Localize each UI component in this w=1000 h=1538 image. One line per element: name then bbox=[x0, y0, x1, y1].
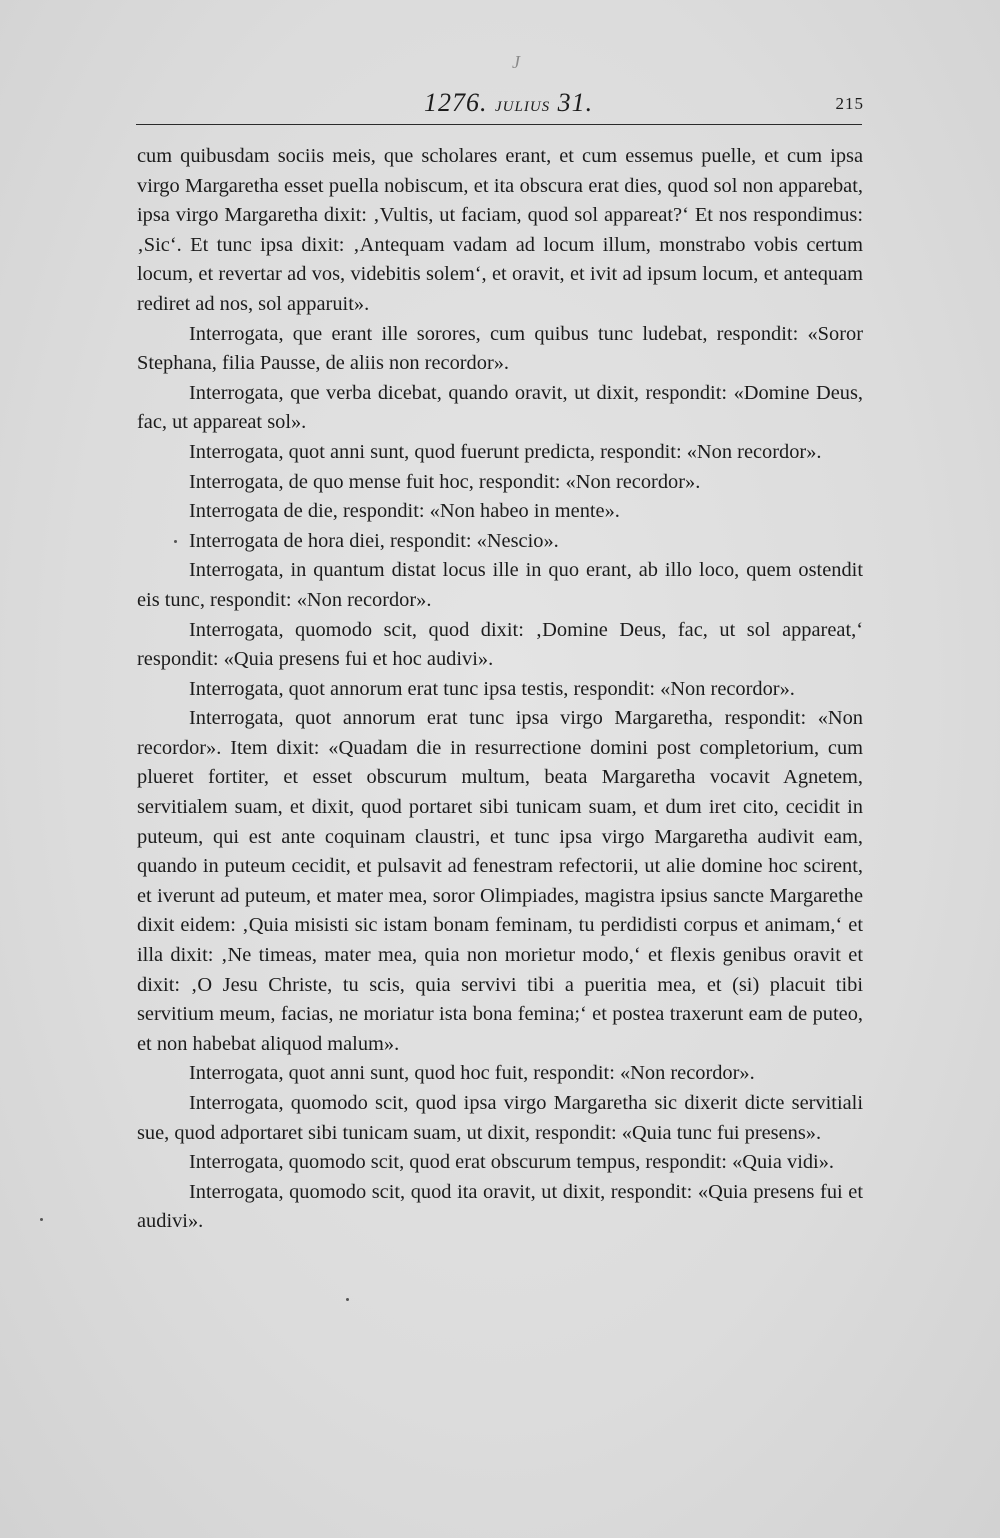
header-month: JULIUS bbox=[495, 99, 551, 115]
paragraph: Interrogata, in quantum distat locus ille in quo erant, ab illo loco, quem ostendit eis tunc, respondit: «Non recordor». bbox=[137, 559, 863, 611]
paragraph: Interrogata, que verba dicebat, quando oravit, ut dixit, respondit: «Domine Deus, fac, ut appareat sol». bbox=[137, 381, 863, 434]
paragraph-continued: cum quibusdam sociis meis, que scholares erant, et cum essemus puelle, et cum ipsa virgo Margaretha esset puella nobiscum, et ita obscura erat dies, quod sol non apparebat, ipsa virgo Margaretha dixit: ‚Vultis, ut faciam, quod sol appareat?‘ Et nos respondimus: ‚Sic‘. Et tunc ipsa dixit: ‚Antequam vadam ad locum illum, monstrabo vobis certum locum, et revertar ad vos, videbitis solem‘, et oravit, et ivit ad ipsum locum, et antequam rediret ad nos, sol apparuit». bbox=[137, 145, 863, 315]
paragraph: Interrogata, quot anni sunt, quod fuerunt predicta, respondit: «Non recordor». bbox=[189, 440, 822, 463]
paragraph: Interrogata de die, respondit: «Non habeo in mente». bbox=[189, 500, 620, 523]
speck bbox=[346, 1298, 349, 1301]
pencil-mark: J bbox=[512, 52, 520, 72]
header-date bbox=[424, 88, 593, 118]
paragraph: Interrogata de hora diei, respondit: «Nescio». bbox=[189, 529, 559, 552]
page-number: 215 bbox=[835, 94, 864, 113]
paragraph: Interrogata, quot annorum erat tunc ipsa testis, respondit: «Non recordor». bbox=[189, 677, 795, 700]
paragraph: Interrogata, quot anni sunt, quod hoc fuit, respondit: «Non recordor». bbox=[189, 1062, 755, 1085]
paragraph: Interrogata, que erant ille sorores, cum quibus tunc ludebat, respondit: «Soror Stephana, filia Pausse, de aliis non recordor». bbox=[137, 322, 863, 375]
paragraph: Interrogata, quomodo scit, quod ipsa virgo Margaretha sic dixerit dicte servitiali sue, quod adportaret sibi tunicam suam, ut dixit, respondit: «Quia tunc fui presens». bbox=[137, 1092, 863, 1144]
body-text bbox=[137, 142, 863, 1237]
speck bbox=[40, 1218, 43, 1221]
speck bbox=[174, 540, 177, 543]
paragraph: Interrogata, quomodo scit, quod erat obscurum tempus, respondit: «Quia vidi». bbox=[189, 1151, 835, 1174]
header-day: 31. bbox=[557, 88, 594, 117]
paragraph: Interrogata, de quo mense fuit hoc, respondit: «Non recordor». bbox=[189, 470, 701, 493]
header-rule bbox=[136, 124, 862, 125]
header-year: 1276. bbox=[424, 88, 488, 117]
paragraph: Interrogata, quomodo scit, quod dixit: ‚Domine Deus, fac, ut sol appareat,‘ respondit: «Quia presens fui et hoc audivi». bbox=[137, 618, 863, 671]
paragraph: Interrogata, quomodo scit, quod ita oravit, ut dixit, respondit: «Quia presens fui et audivi». bbox=[137, 1180, 863, 1233]
running-header bbox=[136, 88, 864, 122]
paragraph: Interrogata, quot annorum erat tunc ipsa virgo Margaretha, respondit: «Non recordor». Item dixit: «Quadam die in resurrectione domini post completorium, cum plueret fortiter, et esset obscurum multum, beata Margaretha vocavit Agnetem, servitialem suam, et dixit, quod portaret sibi tunicam suam, et dum iret cito, cecidit in puteum, qui est ante coquinam claustri, et tunc ipsa virgo Margaretha audivit eam, quando in puteum cecidit, et pulsavit ad fenestram refectorii, ut alie domine hoc scirent, et iverunt ad puteum, et mater mea, soror Olimpiades, magistra ipsius sancte Margarethe dixit eidem: ‚Quia misisti sic istam bonam feminam, tu perdidisti corpus et animam,‘ et illa dixit: ‚Ne timeas, mater mea, quia non morietur modo,‘ et flexis genibus oravit et dixit: ‚O Jesu Christe, tu scis, quia servivi tibi a pueritia mea, et (si) placuit tibi servitium meum, facias, ne moriatur ista bona femina;‘ et postea traxerunt eam de puteo, et non habebat aliquod malum». bbox=[137, 707, 863, 1055]
